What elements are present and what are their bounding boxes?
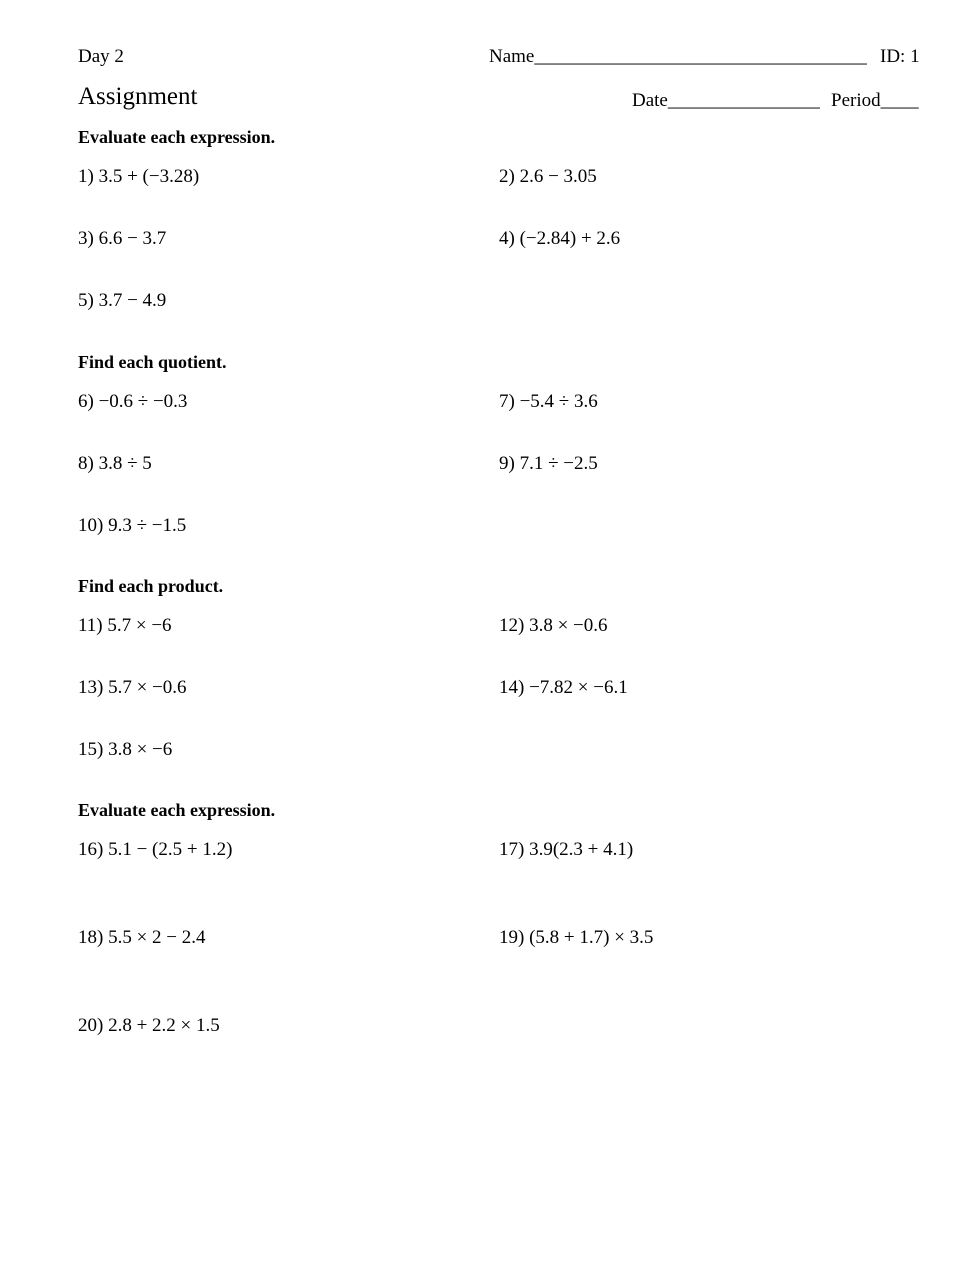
problem-3: 3) 6.6 − 3.7 (78, 228, 167, 249)
problem-20: 20) 2.8 + 2.2 × 1.5 (78, 1015, 220, 1036)
problem-19: 19) (5.8 + 1.7) × 3.5 (499, 927, 654, 948)
id-label: ID: 1 (880, 46, 920, 67)
problem-10: 10) 9.3 ÷ −1.5 (78, 515, 187, 536)
problem-9: 9) 7.1 ÷ −2.5 (499, 453, 598, 474)
problem-1: 1) 3.5 + (−3.28) (78, 166, 200, 187)
problem-13: 13) 5.7 × −0.6 (78, 677, 187, 698)
section-title-evaluate-2: Evaluate each expression. (78, 800, 276, 820)
problem-6: 6) −0.6 ÷ −0.3 (78, 391, 188, 412)
section-title-quotient: Find each quotient. (78, 352, 227, 372)
problem-2: 2) 2.6 − 3.05 (499, 166, 597, 187)
problem-16: 16) 5.1 − (2.5 + 1.2) (78, 839, 233, 860)
problem-4: 4) (−2.84) + 2.6 (499, 228, 621, 249)
name-field[interactable]: Name___________________________________ (489, 46, 867, 67)
section-title-product: Find each product. (78, 576, 224, 596)
problem-8: 8) 3.8 ÷ 5 (78, 453, 152, 474)
day-label: Day 2 (78, 46, 124, 67)
problem-7: 7) −5.4 ÷ 3.6 (499, 391, 598, 412)
period-field[interactable]: Period____ (831, 90, 919, 111)
section-title-evaluate-1: Evaluate each expression. (78, 127, 276, 147)
problem-5: 5) 3.7 − 4.9 (78, 290, 167, 311)
problem-12: 12) 3.8 × −0.6 (499, 615, 608, 636)
problem-14: 14) −7.82 × −6.1 (499, 677, 628, 698)
assignment-title: Assignment (78, 83, 198, 110)
problem-18: 18) 5.5 × 2 − 2.4 (78, 927, 206, 948)
problem-17: 17) 3.9(2.3 + 4.1) (499, 839, 634, 860)
date-field[interactable]: Date________________ (632, 90, 820, 111)
problem-11: 11) 5.7 × −6 (78, 615, 172, 636)
problem-15: 15) 3.8 × −6 (78, 739, 173, 760)
